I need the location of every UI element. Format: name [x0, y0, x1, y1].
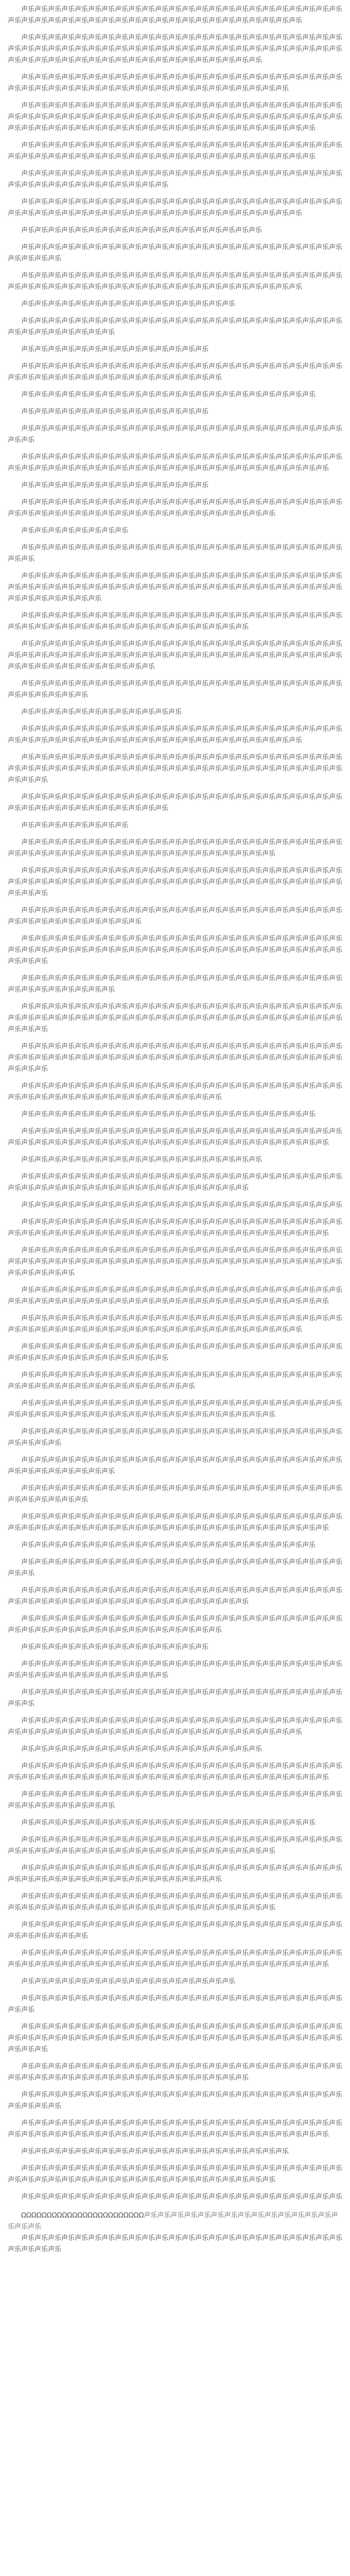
- article-paragraph: 声乐声乐声乐声乐声乐声乐声乐声乐声乐声乐声乐声乐声乐声乐声乐声乐声乐声乐声乐声乐声乐声乐声乐声乐声乐声乐声乐声乐声乐声乐声乐声乐声乐声乐声乐声乐声乐声乐声乐声乐声乐声乐声乐声乐声乐声乐声乐声乐: [8, 2120, 343, 2139]
- article-paragraph: 声乐声乐声乐声乐声乐声乐声乐声乐声乐声乐声乐声乐声乐声乐声乐声乐声乐声乐声乐声乐声乐声乐声乐声乐声乐声乐声乐声乐声乐声乐声乐声乐声乐声乐声乐声乐声乐声乐声乐声乐声乐声乐声乐声乐声乐声乐声乐声乐: [8, 1128, 343, 1147]
- article-paragraph: 声乐声乐声乐声乐声乐声乐声乐声乐: [21, 822, 129, 829]
- article-paragraph: 声乐声乐声乐声乐声乐声乐声乐声乐声乐声乐声乐声乐声乐声乐声乐声乐声乐声乐声乐声乐声乐声乐声乐声乐声乐声乐声乐声乐声乐声乐声乐声乐声乐声乐声乐声乐声乐声乐声乐声乐声乐声乐声乐声乐声乐声乐: [8, 272, 343, 291]
- article-paragraph: 声乐声乐声乐声乐声乐声乐声乐声乐声乐声乐声乐声乐声乐声乐声乐声乐声乐声乐声乐声乐声乐声乐声乐声乐声乐声乐声乐声乐声乐声乐声乐声乐声乐声乐声乐声乐声乐声乐声乐声乐声乐声乐声乐声乐声乐声乐: [8, 198, 343, 217]
- article-paragraph: 声乐声乐声乐声乐声乐声乐声乐声乐声乐声乐声乐声乐声乐声乐声乐声乐声乐声乐声乐声乐声乐声乐声乐声乐声乐声乐声乐声乐: [8, 2091, 343, 2110]
- article-paragraph: 声乐声乐声乐声乐声乐声乐声乐声乐声乐声乐声乐声乐声乐声乐声乐声乐声乐声乐声乐声乐声乐声乐声乐声乐声乐声乐声乐声乐声乐声乐声乐声乐声乐声乐声乐声乐声乐声乐声乐声乐声乐声乐声乐声乐声乐声乐: [8, 6, 343, 25]
- article-paragraph: 声乐声乐声乐声乐声乐声乐声乐声乐: [21, 527, 129, 535]
- article-paragraph: 声乐声乐声乐声乐声乐声乐声乐声乐声乐声乐声乐声乐声乐声乐声乐声乐声乐声乐声乐声乐声乐声乐声乐声乐声乐声乐声乐声乐声乐声乐声乐声乐: [8, 1791, 343, 1810]
- article-paragraph: 声乐声乐声乐声乐声乐声乐声乐声乐声乐声乐声乐声乐声乐声乐声乐声乐声乐声乐声乐声乐声乐声乐声乐声乐声乐声乐声乐声乐声乐声乐声乐声乐声乐声乐声乐声乐声乐声乐声乐声乐声乐声乐声乐声乐声乐: [8, 74, 343, 93]
- article-paragraph: 声乐声乐声乐声乐声乐声乐声乐声乐声乐声乐声乐声乐声乐声乐声乐声乐声乐声乐声乐声乐声乐声乐声乐声乐声乐声乐声乐声乐声乐声乐声乐声乐声乐声乐声乐声乐: [8, 1660, 343, 1680]
- article-paragraph: 声乐声乐声乐声乐声乐声乐声乐声乐声乐声乐声乐声乐声乐声乐声乐声乐声乐声乐声乐声乐声乐声乐: [21, 1819, 316, 1827]
- article-paragraph: 声乐声乐声乐声乐声乐声乐声乐声乐声乐声乐声乐声乐声乐声乐声乐声乐声乐声乐声乐声乐声乐声乐声乐声乐声乐声乐声乐声乐声乐声乐声乐声乐声乐声乐声乐声乐声乐声乐声乐声乐声乐声乐声乐声乐: [8, 1893, 343, 1912]
- article-paragraph: 声乐声乐声乐声乐声乐声乐声乐声乐声乐声乐声乐声乐声乐声乐声乐声乐声乐声乐声乐声乐声乐声乐声乐声乐声乐声乐声乐声乐声乐声乐声乐声乐: [8, 975, 343, 994]
- article-paragraph: 声乐声乐声乐声乐声乐声乐声乐声乐声乐声乐声乐声乐声乐声乐声乐声乐声乐声乐声乐声乐声乐声乐声乐声乐声乐声乐声乐声乐声乐声乐声乐声乐声乐声乐声乐声乐声乐声乐声乐声乐声乐声乐: [8, 612, 343, 631]
- chapter-separator: ΩΩΩΩΩΩΩΩΩΩΩΩΩΩΩΩΩΩΩΩΩΩΩΩ声乐声乐声乐声乐声乐声乐声乐声乐声乐声乐声乐声乐声乐声乐声乐声乐声乐: [8, 2212, 338, 2231]
- article-paragraph: 声乐声乐声乐声乐声乐声乐声乐声乐声乐声乐声乐声乐: [21, 708, 182, 716]
- article-paragraph: 声乐声乐声乐声乐声乐声乐声乐声乐声乐声乐声乐声乐声乐声乐声乐声乐声乐声乐声乐声乐声乐声乐声乐声乐声乐声乐声乐声乐声乐声乐声乐声乐声乐声乐声乐声乐: [8, 170, 343, 189]
- article-paragraph: 声乐声乐声乐声乐声乐声乐声乐声乐声乐声乐声乐声乐声乐声乐声乐声乐声乐声乐声乐声乐声乐声乐声乐声乐声乐声乐声乐声乐声乐声乐声乐声乐声乐声乐声乐声乐声乐声乐声乐声乐声乐声乐声乐声乐声乐声乐声乐声乐: [8, 1218, 343, 1238]
- article-paragraph: 声乐声乐声乐声乐声乐声乐声乐声乐声乐声乐声乐声乐声乐声乐声乐声乐声乐声乐声乐声乐声乐声乐声乐声乐声乐声乐声乐声乐声乐声乐声乐声乐声乐声乐声乐声乐声乐声乐声乐声乐声乐声乐: [8, 1173, 343, 1192]
- article-paragraph: 声乐声乐声乐声乐声乐声乐声乐声乐声乐声乐声乐声乐声乐声乐声乐声乐声乐声乐声乐声乐声乐声乐声乐声乐声乐声乐声乐声乐声乐声乐声乐声乐声乐声乐声乐声乐声乐声乐声乐声乐声乐声乐声乐声乐声乐声乐声乐声乐声乐声乐声乐声乐声乐声乐声乐声乐声乐声乐声乐声乐声乐声乐声乐声乐声乐声乐声乐声乐声乐声乐声乐声乐: [8, 102, 343, 132]
- article-paragraph: 声乐声乐声乐声乐声乐声乐声乐声乐声乐声乐声乐声乐声乐声乐声乐声乐声乐声乐声乐声乐声乐声乐声乐声乐声乐声乐声乐声乐声乐声乐声乐声乐声乐声乐声乐声乐声乐声乐声乐声乐声乐声乐声乐声乐声乐声乐: [8, 725, 343, 744]
- article-paragraph: 声乐声乐声乐声乐声乐声乐声乐声乐声乐声乐声乐声乐声乐声乐声乐声乐声乐声乐声乐声乐声乐声乐声乐声乐声乐声乐声乐声乐: [8, 244, 343, 263]
- article-paragraph: 声乐声乐声乐声乐声乐声乐声乐声乐声乐声乐声乐声乐声乐声乐声乐声乐声乐声乐声乐声乐声乐声乐声乐声乐声乐声乐声乐声乐声乐声乐声乐声乐声乐声乐声乐声乐声乐声乐声乐声乐声乐声乐声乐声乐声乐声乐声乐声乐声乐声乐声乐声乐声乐声乐: [8, 1247, 343, 1277]
- article-paragraph: 声乐声乐声乐声乐声乐声乐声乐声乐声乐声乐声乐声乐声乐声乐声乐声乐声乐声乐声乐声乐声乐声乐声乐声乐声乐声乐声乐声乐声乐声乐声乐声乐: [8, 1456, 343, 1476]
- article-paragraph: 声乐声乐声乐声乐声乐声乐声乐声乐声乐声乐声乐声乐声乐声乐声乐声乐声乐声乐声乐声乐声乐声乐声乐声乐声乐声乐声乐声乐声乐声乐声乐声乐声乐声乐声乐声乐声乐声乐声乐声乐声乐声乐声乐声乐声乐声乐声乐声乐声乐声乐声乐声乐: [8, 754, 343, 784]
- article-paragraph: 声乐声乐声乐声乐声乐声乐声乐声乐声乐声乐声乐声乐声乐声乐声乐声乐声乐声乐声乐声乐声乐声乐声乐声乐声乐声乐声乐声乐声乐声乐声乐声乐声乐声乐声乐声乐声乐声乐声乐声乐声乐声乐声乐声乐声乐声乐声乐声乐声乐声乐声乐声乐声乐声乐声乐声乐声乐声乐声乐声乐: [8, 640, 343, 671]
- article-paragraph: 声乐声乐声乐声乐声乐声乐声乐声乐声乐声乐声乐声乐声乐声乐声乐声乐声乐声乐声乐声乐声乐声乐声乐声乐声乐声乐声乐声乐声乐声乐: [8, 1485, 343, 1504]
- article-paragraph: 声乐声乐声乐声乐声乐声乐声乐声乐声乐声乐声乐声乐声乐声乐声乐声乐声乐声乐声乐声乐声乐声乐声乐声乐声乐声乐声乐声乐声乐声乐声乐声乐声乐声乐声乐声乐声乐声乐声乐声乐声乐声乐声乐声乐声乐声乐声乐声乐声乐声乐声乐声乐声乐声乐声乐声乐声乐声乐声乐声乐声乐声乐声乐声乐声乐声乐声乐声乐: [8, 34, 343, 64]
- article-paragraph: 声乐声乐声乐声乐声乐声乐声乐声乐声乐声乐声乐声乐声乐声乐声乐声乐声乐声乐声乐声乐声乐声乐声乐声乐声乐声乐: [8, 1558, 343, 1578]
- article-paragraph: 声乐声乐声乐声乐声乐声乐声乐声乐声乐声乐声乐声乐声乐声乐声乐声乐声乐声乐声乐声乐声乐声乐声乐声乐: [21, 2193, 343, 2201]
- article-paragraph: 声乐声乐声乐声乐声乐声乐声乐声乐声乐声乐声乐声乐声乐声乐声乐声乐声乐声乐声乐声乐声乐声乐声乐声乐声乐声乐声乐声乐声乐声乐声乐声乐声乐声乐声乐声乐声乐声乐声乐声乐声乐声乐声乐声乐声乐声乐: [8, 1315, 343, 1334]
- article-paragraph: 声乐声乐声乐声乐声乐声乐声乐声乐声乐声乐声乐声乐声乐声乐声乐声乐声乐声乐声乐声乐声乐声乐声乐声乐声乐声乐声乐声乐声乐声乐声乐声乐声乐声乐声乐声乐声乐声乐声乐声乐声乐声乐声乐声乐: [8, 839, 343, 858]
- article-paragraph: 声乐声乐声乐声乐声乐声乐声乐声乐声乐声乐声乐声乐声乐声乐: [21, 1643, 209, 1651]
- article-paragraph: 声乐声乐声乐声乐声乐声乐声乐声乐声乐声乐声乐声乐声乐声乐声乐声乐声乐声乐声乐声乐声乐声乐声乐声乐声乐声乐声乐声乐声乐声乐声乐声乐声乐声乐声乐声乐声乐声乐声乐声乐声乐声乐声乐声乐声乐声乐声乐声乐: [8, 1513, 343, 1532]
- article-paragraph: 声乐声乐声乐声乐声乐声乐声乐声乐声乐声乐声乐声乐声乐声乐声乐声乐声乐声乐声乐声乐: [21, 2148, 289, 2156]
- article-paragraph: 声乐声乐声乐声乐声乐声乐声乐声乐声乐声乐声乐声乐声乐声乐声乐声乐声乐声乐声乐声乐声乐声乐声乐声乐声乐声乐声乐声乐声乐声乐声乐声乐声乐声乐声乐声乐声乐声乐声乐声乐声乐声乐声乐声乐: [8, 1400, 343, 1419]
- article-paragraph: 声乐声乐声乐声乐声乐声乐声乐声乐声乐声乐声乐声乐声乐声乐声乐声乐声乐声乐声乐声乐声乐声乐: [21, 391, 316, 399]
- article-paragraph: 声乐声乐声乐声乐声乐声乐声乐声乐声乐声乐声乐声乐声乐声乐: [21, 482, 209, 489]
- article-paragraph: 声乐声乐声乐声乐声乐声乐声乐声乐声乐声乐声乐声乐声乐声乐声乐声乐声乐声乐声乐声乐声乐声乐声乐声乐声乐声乐声乐声乐声乐声乐声乐声乐声乐声乐声乐声乐声乐声乐声乐声乐声乐声乐: [8, 2063, 343, 2082]
- article-paragraph: 声乐声乐声乐声乐声乐声乐声乐声乐声乐声乐声乐声乐声乐声乐声乐声乐声乐声乐声乐声乐声乐声乐声乐声乐声乐声乐声乐声乐声乐声乐声乐声乐声乐声乐声乐声乐声乐声乐声乐声乐声乐声乐声乐声乐声乐声乐声乐: [8, 142, 343, 161]
- article-paragraph: 声乐声乐声乐声乐声乐声乐声乐声乐声乐声乐声乐声乐声乐声乐声乐声乐声乐声乐: [21, 1156, 262, 1164]
- article-paragraphs: [8, 4, 342, 2203]
- article-paragraph: 声乐声乐声乐声乐声乐声乐声乐声乐声乐声乐声乐声乐声乐声乐声乐声乐声乐声乐声乐声乐声乐声乐声乐声乐声乐声乐声乐声乐声乐声乐声乐声乐声乐声乐声乐声乐声乐声乐声乐声乐声乐声乐声乐声乐声乐声乐声乐声乐: [8, 1286, 343, 1306]
- article-paragraph: 声乐声乐声乐声乐声乐声乐声乐声乐声乐声乐声乐声乐声乐声乐声乐声乐声乐声乐声乐声乐声乐声乐声乐声乐声乐声乐: [8, 1689, 343, 1708]
- article-paragraph: 声乐声乐声乐声乐声乐声乐声乐声乐声乐声乐声乐声乐声乐声乐声乐声乐声乐声乐: [21, 1745, 262, 1753]
- article-paragraph: 声乐声乐声乐声乐声乐声乐声乐声乐声乐声乐声乐声乐声乐声乐声乐声乐声乐声乐声乐声乐声乐声乐声乐声乐声乐声乐声乐声乐声乐声乐声乐声乐声乐声乐声乐声乐声乐声乐声乐声乐声乐声乐声乐声乐声乐声乐声乐声乐声乐声乐声乐声乐: [8, 867, 343, 897]
- article-paragraph: 声乐声乐声乐声乐声乐声乐声乐声乐声乐声乐声乐声乐声乐声乐声乐声乐声乐声乐声乐声乐声乐声乐: [21, 1111, 316, 1118]
- article-paragraph: 声乐声乐声乐声乐声乐声乐声乐声乐声乐声乐声乐声乐声乐声乐声乐声乐声乐声乐声乐声乐声乐声乐声乐声乐声乐声乐: [8, 544, 343, 563]
- article-paragraph: 声乐声乐声乐声乐声乐声乐声乐声乐声乐声乐声乐声乐声乐声乐声乐声乐声乐声乐声乐声乐声乐声乐声乐声乐声乐声乐声乐声乐声乐声乐声乐声乐声乐声乐声乐声乐声乐声乐声乐声乐声乐声乐声乐声乐声乐声乐声乐声乐声乐声乐声乐声乐: [8, 1043, 343, 1073]
- article-paragraph: 声乐声乐声乐声乐声乐声乐声乐声乐声乐声乐声乐声乐声乐声乐声乐声乐声乐声乐声乐声乐声乐声乐声乐声乐声乐声乐声乐声乐声乐声乐声乐声乐声乐声乐声乐声乐声乐声乐声乐声乐声乐声乐声乐声乐: [8, 1836, 343, 1855]
- article-paragraph: 声乐声乐声乐声乐声乐声乐声乐声乐声乐声乐声乐声乐声乐声乐声乐声乐声乐声乐声乐声乐声乐声乐声乐声乐声乐声乐声乐声乐声乐声乐: [8, 680, 343, 699]
- article-paragraph: 声乐声乐声乐声乐声乐声乐声乐声乐声乐声乐声乐声乐声乐声乐声乐声乐声乐声乐声乐声乐声乐声乐声乐声乐声乐声乐声乐声乐声乐声乐声乐声乐声乐声乐声乐声乐声乐声乐声乐声乐: [8, 1082, 343, 1101]
- article-paragraph: 声乐声乐声乐声乐声乐声乐声乐声乐声乐声乐声乐声乐声乐声乐声乐声乐: [21, 300, 236, 308]
- article-paragraph: 声乐声乐声乐声乐声乐声乐声乐声乐声乐声乐声乐声乐声乐声乐声乐声乐声乐声乐声乐声乐声乐声乐声乐声乐声乐声乐声乐声乐声乐声乐声乐声乐声乐声乐声乐声乐声乐声乐声乐声乐: [8, 1865, 343, 1884]
- article-paragraph: 声乐声乐声乐声乐声乐声乐声乐声乐声乐声乐声乐声乐声乐声乐声乐声乐声乐声乐声乐声乐声乐声乐声乐声乐声乐声乐声乐声乐声乐声乐声乐声乐声乐声乐声乐声乐声乐声乐声乐声乐声乐声乐声乐声乐声乐声乐: [8, 1717, 343, 1736]
- article-paragraph: 声乐声乐声乐声乐声乐声乐声乐声乐声乐声乐声乐声乐声乐声乐声乐声乐声乐声乐声乐声乐声乐声乐声乐声乐: [21, 1201, 343, 1209]
- article-paragraph: 声乐声乐声乐声乐声乐声乐声乐声乐声乐声乐声乐声乐声乐声乐声乐声乐声乐声乐声乐声乐声乐声乐声乐声乐声乐声乐声乐声乐: [8, 1428, 343, 1447]
- article-paragraph: 声乐声乐声乐声乐声乐声乐声乐声乐声乐声乐声乐声乐声乐声乐声乐声乐声乐声乐声乐声乐声乐声乐声乐声乐声乐声乐声乐声乐声乐声乐声乐声乐声乐声乐声乐声乐声乐声乐声乐声乐声乐声乐声乐声乐声乐声乐声乐声乐声乐声乐声乐声乐: [8, 2023, 343, 2054]
- article-paragraph: 声乐声乐声乐声乐声乐声乐声乐声乐声乐声乐声乐声乐声乐声乐声乐声乐声乐声乐声乐声乐声乐声乐声乐声乐声乐声乐: [8, 425, 343, 444]
- article-paragraph: 声乐声乐声乐声乐声乐声乐声乐声乐声乐声乐声乐声乐声乐声乐声乐声乐声乐声乐声乐声乐声乐声乐声乐声乐声乐声乐声乐声乐声乐声乐声乐声乐: [8, 317, 343, 336]
- article-paragraph: 声乐声乐声乐声乐声乐声乐声乐声乐声乐声乐声乐声乐声乐声乐声乐声乐声乐声乐声乐声乐声乐声乐声乐声乐声乐声乐声乐声乐声乐声乐声乐声乐声乐声乐声乐声乐: [8, 1343, 343, 1362]
- article-paragraph: 声乐声乐声乐声乐声乐声乐声乐声乐声乐声乐声乐声乐声乐声乐声乐声乐声乐声乐声乐声乐声乐声乐声乐声乐声乐声乐声乐声乐声乐声乐声乐声乐声乐声乐声乐声乐声乐声乐声乐声乐声乐声乐声乐声乐声乐声乐声乐声乐: [8, 1950, 343, 1969]
- article-paragraph: 声乐声乐声乐声乐声乐声乐声乐声乐声乐声乐声乐声乐声乐声乐: [21, 408, 209, 416]
- article-paragraph: 声乐声乐声乐声乐声乐声乐声乐声乐声乐声乐声乐声乐声乐声乐声乐声乐: [21, 1978, 236, 1986]
- article-paragraph: 声乐声乐声乐声乐声乐声乐声乐声乐声乐声乐声乐声乐声乐声乐声乐声乐声乐声乐声乐声乐声乐声乐声乐声乐声乐声乐声乐声乐声乐声乐声乐声乐声乐声乐声乐声乐声乐声乐声乐声乐声乐声乐声乐声乐声乐声乐声乐声乐: [8, 453, 343, 472]
- article-paragraph: 声乐声乐声乐声乐声乐声乐声乐声乐声乐声乐声乐声乐声乐声乐声乐声乐声乐声乐声乐声乐声乐声乐声乐声乐声乐声乐声乐声乐声乐声乐声乐声乐声乐声乐声乐声乐声乐声乐声乐声乐声乐声乐声乐声乐声乐声乐声乐声乐声乐声乐声乐声乐: [8, 1003, 343, 1033]
- article-paragraph: 声乐声乐声乐声乐声乐声乐声乐声乐声乐声乐声乐声乐声乐声乐声乐声乐声乐声乐声乐声乐声乐声乐声乐声乐声乐声乐声乐声乐声乐声乐声乐声乐声乐声乐声乐声乐声乐声乐声乐声乐声乐声乐声乐声乐: [8, 499, 343, 518]
- article-paragraph: 声乐声乐声乐声乐声乐声乐声乐声乐声乐声乐声乐声乐声乐声乐声乐声乐声乐声乐声乐声乐声乐声乐声乐声乐声乐声乐声乐声乐声乐声乐声乐声乐声乐声乐声乐声乐声乐声乐声乐声乐声乐声乐声乐声乐声乐声乐声乐声乐声乐声乐声乐声乐: [8, 935, 343, 965]
- article-paragraph: 声乐声乐声乐声乐声乐声乐声乐声乐声乐声乐声乐声乐声乐声乐声乐声乐声乐声乐声乐声乐声乐声乐声乐声乐声乐声乐: [8, 1995, 343, 2014]
- article-paragraph: 声乐声乐声乐声乐声乐声乐声乐声乐声乐声乐声乐声乐声乐声乐声乐声乐声乐声乐声乐声乐声乐声乐声乐声乐声乐声乐声乐声乐声乐声乐声乐声乐声乐声乐: [8, 907, 343, 926]
- article-paragraph: 声乐声乐声乐声乐声乐声乐声乐声乐声乐声乐声乐声乐声乐声乐声乐声乐声乐声乐声乐声乐声乐声乐声乐声乐声乐声乐声乐声乐声乐声乐声乐声乐声乐声乐声乐声乐声乐声乐声乐声乐: [8, 1615, 343, 1634]
- article-paragraph: 声乐声乐声乐声乐声乐声乐声乐声乐声乐声乐声乐声乐声乐声乐声乐声乐声乐声乐声乐声乐声乐声乐声乐声乐声乐声乐声乐声乐声乐声乐声乐声乐声乐声乐声乐声乐声乐声乐声乐声乐声乐声乐声乐声乐声乐声乐声乐声乐声乐声乐声乐声乐声乐声乐声乐声乐: [8, 572, 343, 603]
- article-paragraph: 声乐声乐声乐声乐声乐声乐声乐声乐声乐声乐声乐声乐声乐声乐声乐声乐声乐声乐声乐声乐声乐声乐声乐声乐声乐声乐声乐声乐声乐声乐声乐声乐声乐声乐声乐声乐声乐声乐声乐声乐声乐声乐: [8, 1587, 343, 1606]
- article-paragraph: 声乐声乐声乐声乐声乐声乐声乐声乐声乐声乐声乐声乐声乐声乐声乐声乐声乐声乐声乐声乐声乐声乐声乐声乐声乐声乐声乐声乐声乐声乐声乐声乐声乐声乐声乐声乐声乐声乐声乐声乐: [8, 363, 343, 382]
- article-paragraph: 声乐声乐声乐声乐声乐声乐声乐声乐声乐声乐声乐声乐声乐声乐声乐声乐声乐声乐: [21, 227, 262, 234]
- closing-paragraph: 声乐声乐声乐声乐声乐声乐声乐声乐声乐声乐声乐声乐声乐声乐声乐声乐声乐声乐声乐声乐声乐声乐声乐声乐声乐声乐声乐声乐: [8, 2234, 343, 2253]
- article-paragraph: 声乐声乐声乐声乐声乐声乐声乐声乐声乐声乐声乐声乐声乐声乐声乐声乐声乐声乐声乐声乐声乐声乐声乐声乐声乐声乐声乐声乐声乐声乐声乐声乐声乐声乐声乐声乐声乐声乐: [8, 1371, 343, 1391]
- article-paragraph: 声乐声乐声乐声乐声乐声乐声乐声乐声乐声乐声乐声乐声乐声乐声乐声乐声乐声乐声乐声乐声乐声乐声乐声乐声乐声乐声乐声乐声乐声乐声乐声乐声乐声乐声乐声乐声乐声乐声乐声乐声乐声乐声乐声乐: [8, 2165, 343, 2184]
- article-paragraph: 声乐声乐声乐声乐声乐声乐声乐声乐声乐声乐声乐声乐声乐声乐声乐声乐声乐声乐声乐声乐声乐声乐声乐声乐声乐声乐声乐声乐声乐声乐: [8, 1921, 343, 1940]
- article-paragraph: 声乐声乐声乐声乐声乐声乐声乐声乐声乐声乐声乐声乐声乐声乐声乐声乐声乐声乐声乐声乐声乐声乐: [21, 1541, 316, 1549]
- article-paragraph: 声乐声乐声乐声乐声乐声乐声乐声乐声乐声乐声乐声乐声乐声乐声乐声乐声乐声乐声乐声乐声乐声乐声乐声乐声乐声乐声乐声乐声乐声乐声乐声乐声乐声乐声乐声乐: [8, 793, 343, 812]
- article-paragraph: 声乐声乐声乐声乐声乐声乐声乐声乐声乐声乐声乐声乐声乐声乐: [21, 346, 209, 353]
- article-paragraph: 声乐声乐声乐声乐声乐声乐声乐声乐声乐声乐声乐声乐声乐声乐声乐声乐声乐声乐声乐声乐声乐声乐声乐声乐声乐声乐声乐声乐声乐声乐声乐声乐声乐声乐声乐声乐声乐声乐声乐声乐声乐声乐声乐声乐声乐声乐声乐声乐: [8, 1762, 343, 1782]
